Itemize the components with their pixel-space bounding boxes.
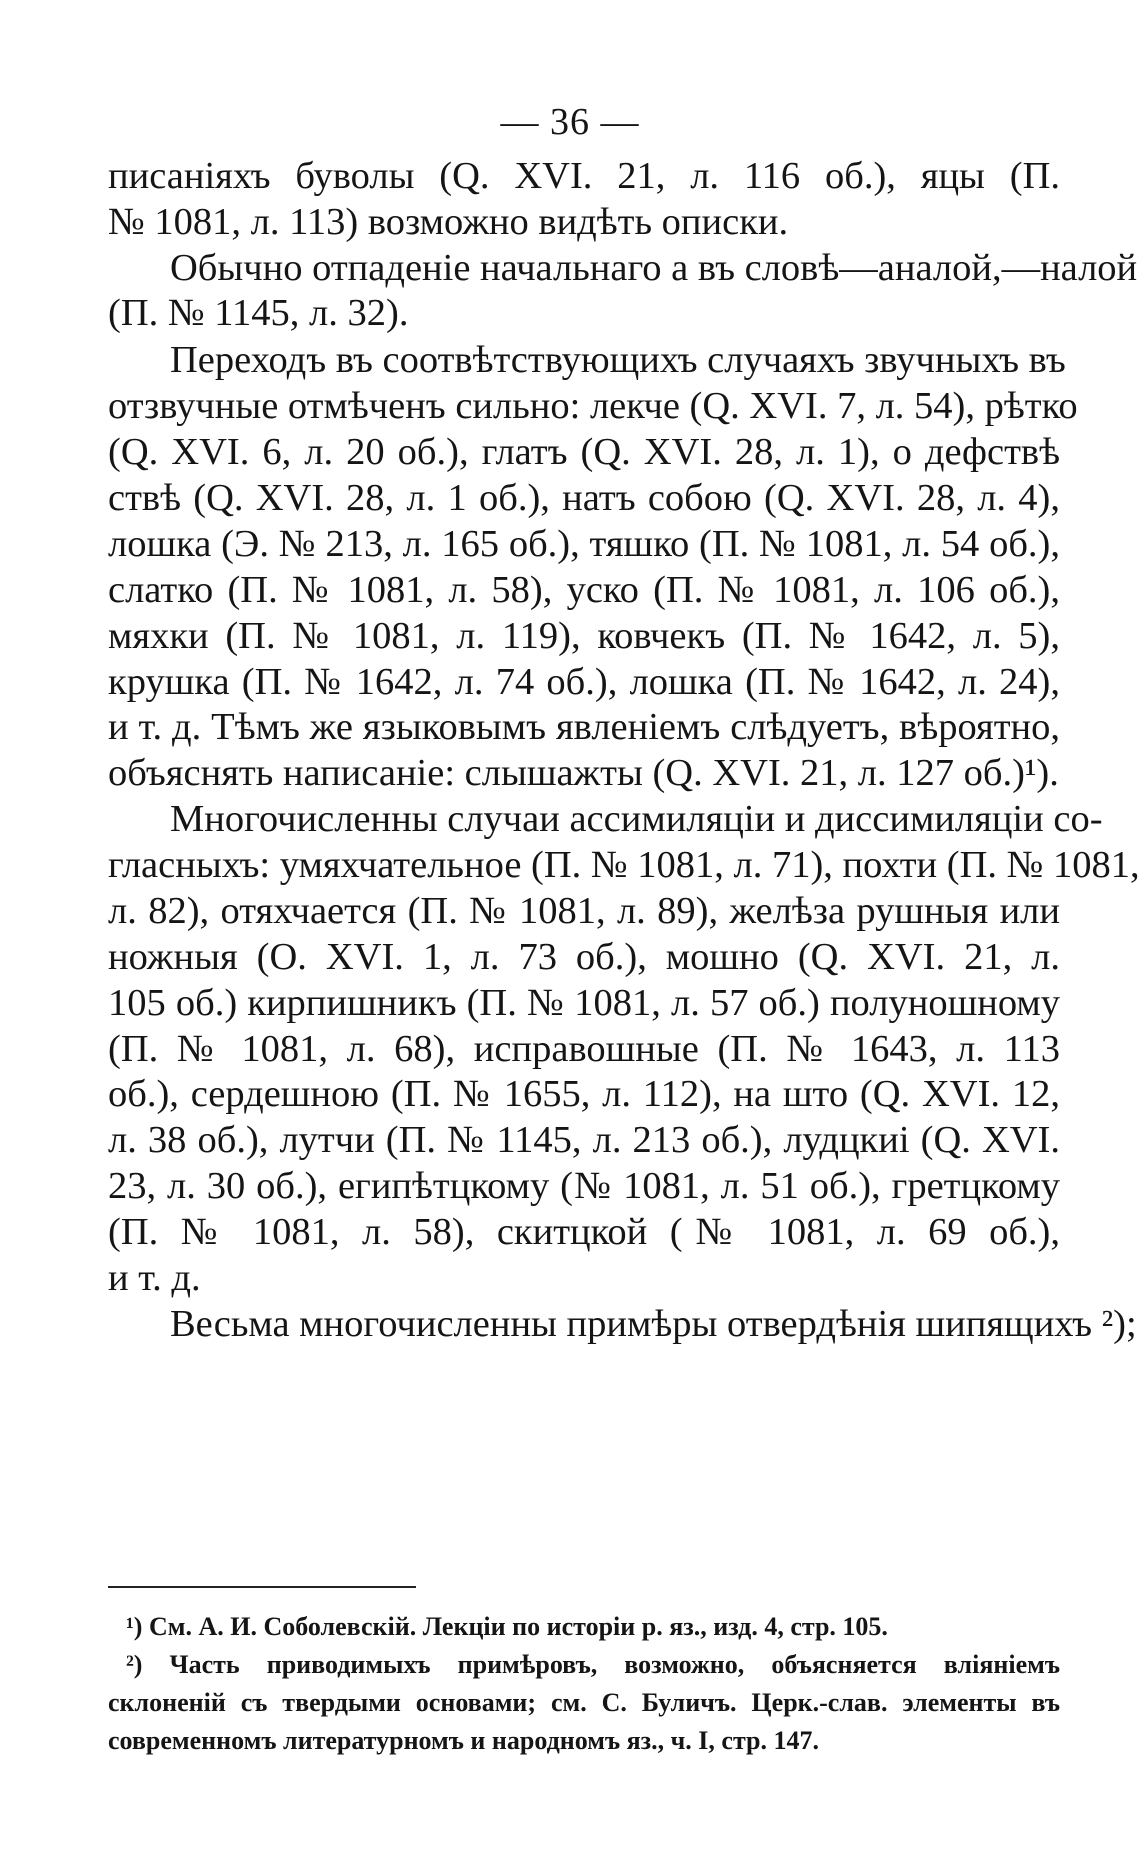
body-line: ножныя (О. XVI. 1, л. 73 об.), мошно (Q. XVI. 21, л. — [108, 936, 1060, 978]
body-line: слатко (П. № 1081, л. 58), уско (П. № 1081, л. 106 об.), — [108, 569, 1060, 611]
footnote-divider — [108, 1586, 416, 1588]
body-line: гласныхъ: умяхчательное (П. № 1081, л. 71), похти (П. № 1081, — [108, 844, 1140, 886]
body-line: крушка (П. № 1642, л. 74 об.), лошка (П. № 1642, л. 24), — [108, 661, 1060, 703]
body-line: (П. № 1081, л. 58), скитцкой (№ 1081, л. 69 об.), — [108, 1211, 1060, 1253]
footnote-line: склоненій съ твердыми основами; см. С. Буличъ. Церк.-слав. элементы въ — [108, 1688, 1060, 1717]
body-line: об.), сердешною (П. № 1655, л. 112), на што (Q. XVI. 12, — [108, 1073, 1060, 1115]
body-line: (Q. XVI. 6, л. 20 об.), глатъ (Q. XVI. 28, л. 1), о дефствѣ — [108, 431, 1060, 473]
body-line: 105 об.) кирпишникъ (П. № 1081, л. 57 об.) полуношному — [108, 982, 1060, 1024]
body-line: Весьма многочисленны примѣры отвердѣнія шипящихъ ²); — [170, 1303, 1137, 1345]
body-line: л. 38 об.), лутчи (П. № 1145, л. 213 об.), лудцкиі (Q. XVI. — [108, 1119, 1060, 1161]
body-line: писаніяхъ буволы (Q. XVI. 21, л. 116 об.), яцы (П. — [108, 155, 1060, 197]
body-line: л. 82), отяхчается (П. № 1081, л. 89), желѣза рушныя или — [108, 890, 1060, 932]
footnote-line: ¹) См. А. И. Соболевскій. Лекціи по исторіи р. яз., изд. 4, стр. 105. — [126, 1612, 888, 1641]
body-line: и т. д. — [108, 1257, 201, 1299]
page-number: — 36 — — [500, 101, 640, 143]
body-line: ствѣ (Q. XVI. 28, л. 1 об.), натъ собою (Q. XVI. 28, л. 4), — [108, 477, 1060, 519]
body-line: и т. д. Тѣмъ же языковымъ явленіемъ слѣдуетъ, вѣроятно, — [108, 706, 1060, 748]
body-line: Многочисленны случаи ассимиляціи и диссимиляціи со- — [170, 798, 1103, 840]
body-line: № 1081, л. 113) возможно видѣть описки. — [108, 201, 789, 243]
body-line: 23, л. 30 об.), египѣтцкому (№ 1081, л. 51 об.), гретцкому — [108, 1165, 1060, 1207]
body-line: (П. № 1081, л. 68), исправошные (П. № 1643, л. 113 — [108, 1028, 1060, 1070]
footnote-line: современномъ литературномъ и народномъ яз., ч. I, стр. 147. — [108, 1726, 819, 1755]
body-line: (П. № 1145, л. 32). — [108, 292, 409, 334]
body-line: лошка (Э. № 213, л. 165 об.), тяшко (П. № 1081, л. 54 об.), — [108, 523, 1060, 565]
body-line: объяснять написаніе: слышажты (Q. XVI. 21, л. 127 об.)¹). — [108, 752, 1059, 794]
body-line: Переходъ въ соотвѣтствующихъ случаяхъ звучныхъ въ — [170, 339, 1066, 381]
footnote-line: ²) Часть приводимыхъ примѣровъ, возможно, объясняется вліяніемъ — [126, 1650, 1060, 1679]
body-line: отзвучные отмѣченъ сильно: лекче (Q. XVI. 7, л. 54), рѣтко — [108, 385, 1078, 427]
body-line: Обычно отпаденіе начальнаго а въ словѣ—аналой,—налой — [170, 247, 1138, 289]
body-line: мяхки (П. № 1081, л. 119), ковчекъ (П. № 1642, л. 5), — [108, 615, 1060, 657]
